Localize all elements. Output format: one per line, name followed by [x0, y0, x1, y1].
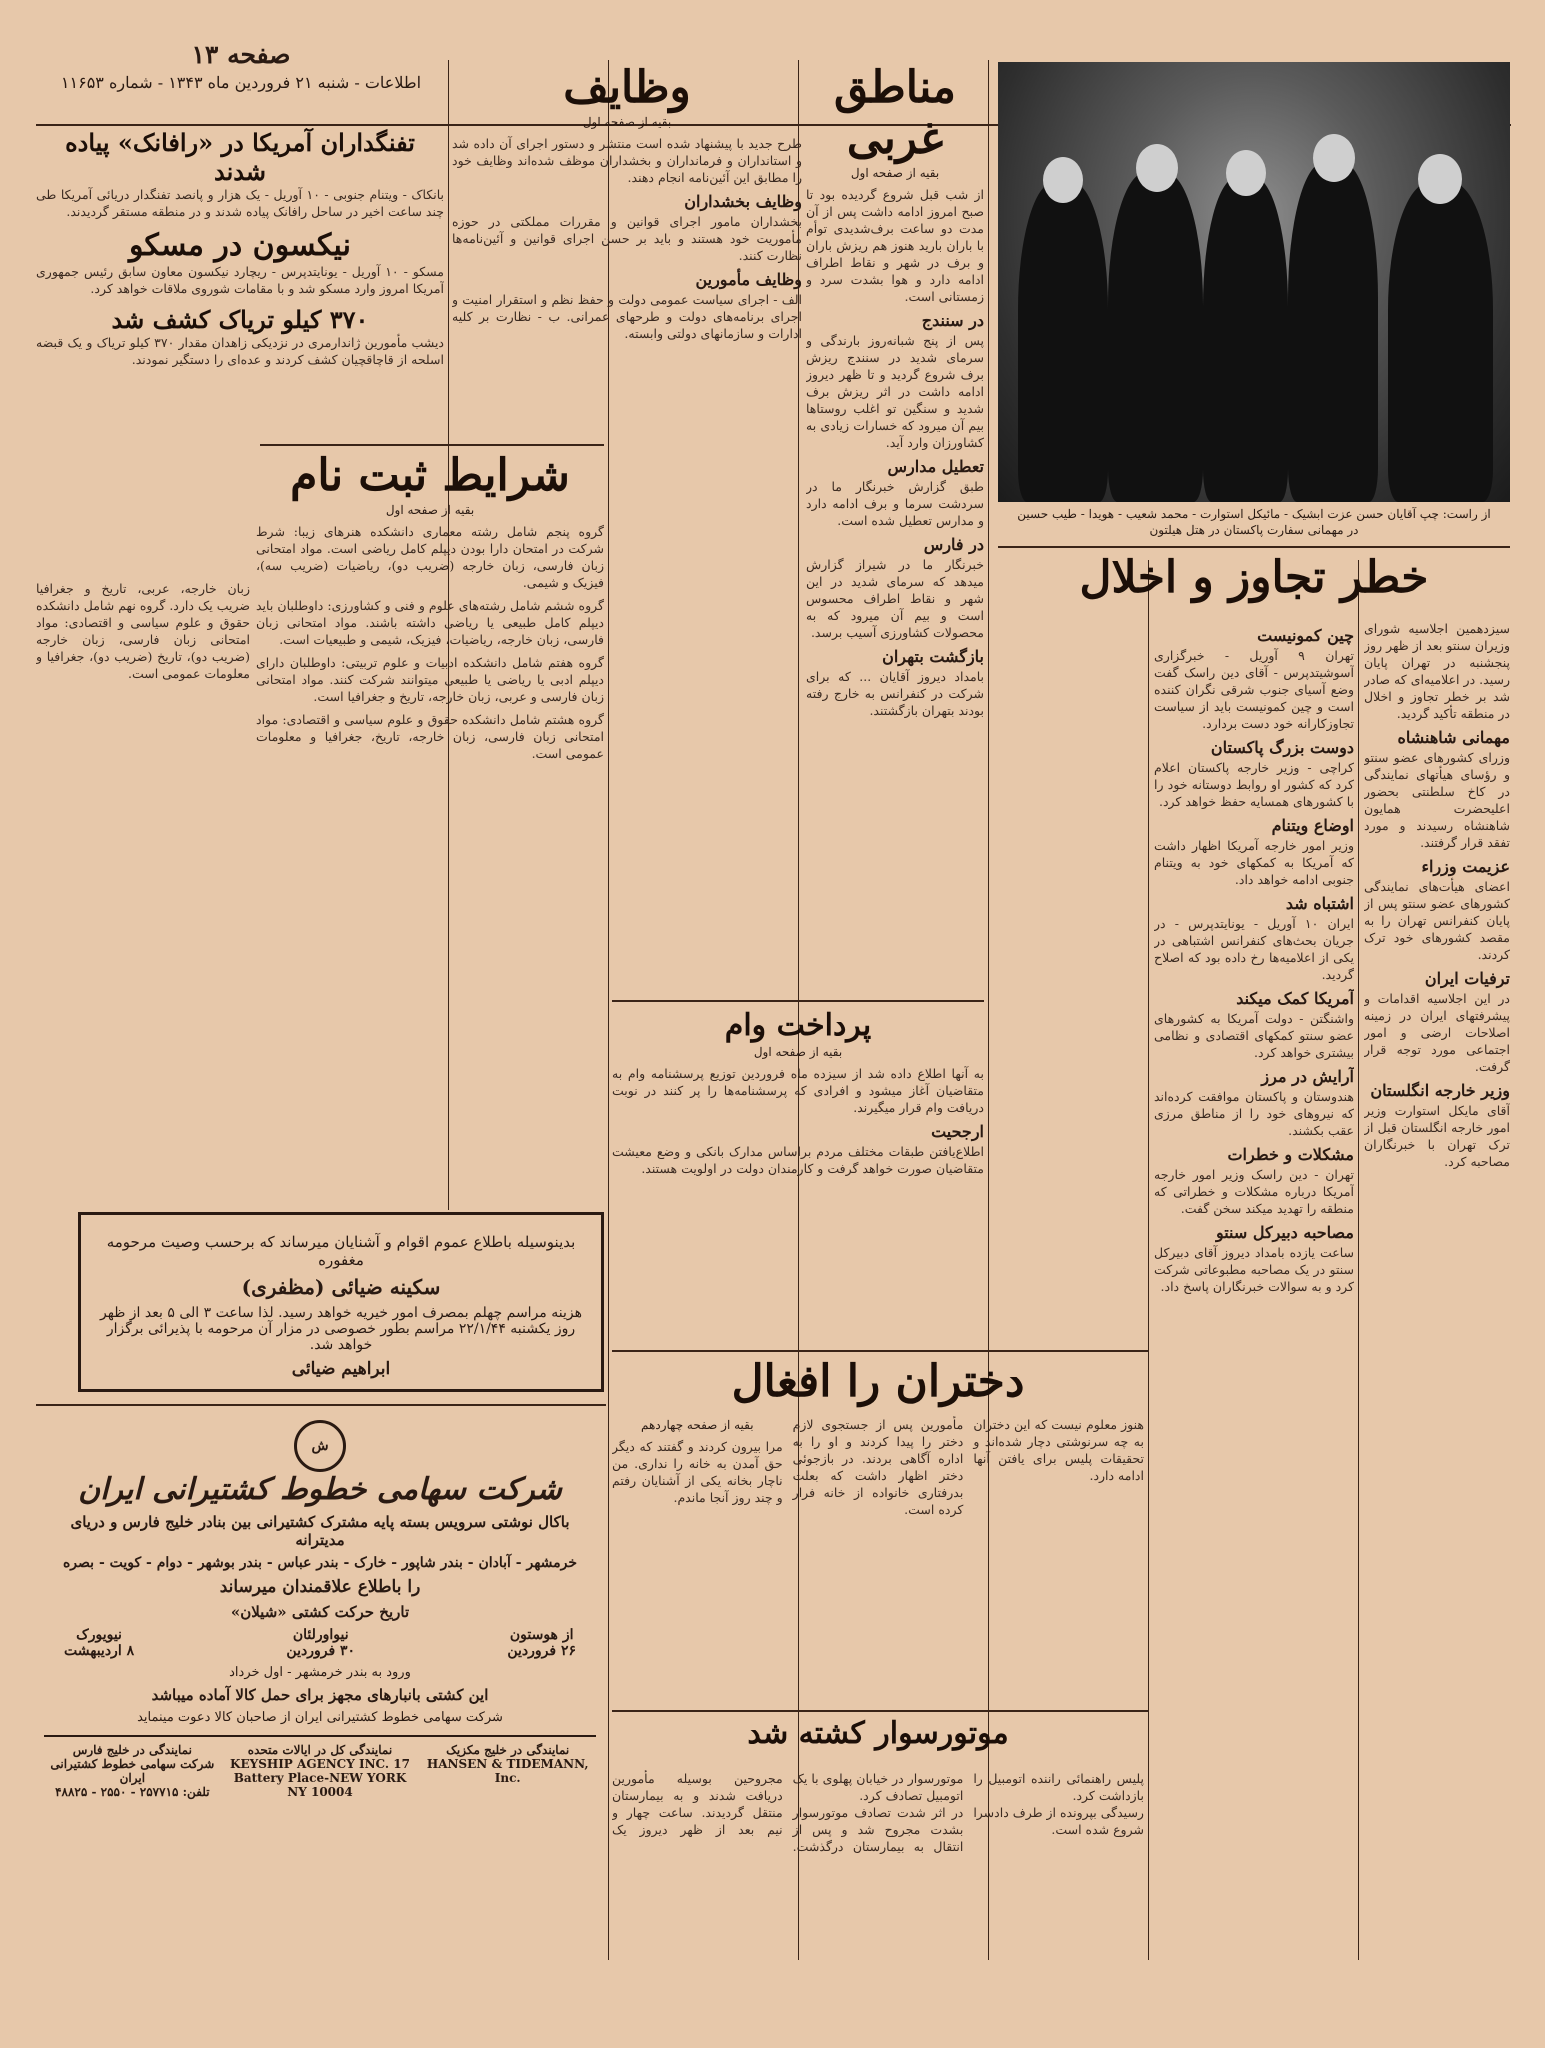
- article-body: خبرنگار ما در شیراز گزارش میدهد که سرمای شدید در این شهر و نقاط اطراف محسوس است و بیم آن میرود که به محصولات کشاورزی آسیب برسد.: [806, 557, 984, 640]
- notice-line: هزینه مراسم چهلم بمصرف امور خیریه خواهد رسید. لذا ساعت ۳ الی ۵ بعد از ظهر روز یکشنبه ۲۲/۱/۴۴ مراسم بطور خصوصی در مزار آن مرحومه با پذیرائی برگزار خواهد شد.: [100, 1305, 582, 1353]
- subhead: بازگشت بتهران: [882, 647, 984, 666]
- ad-agent: [419, 1743, 596, 1799]
- photo-caption-line: از راست: چپ آقایان حسن عزت ابشیک - مائیکل استوارت - محمد شعیب - هویدا - طیب حسین: [1017, 507, 1491, 521]
- article-body: بخشداران مامور اجرای قوانین و مقررات مملکتی در حوزه مأموریت خود هستند و باید بر حسن اجرای قوانین و آئین‌نامه‌ها نظارت کنند.: [452, 214, 802, 263]
- article-body: گروه هشتم شامل دانشکده حقوق و علوم سیاسی و اقتصادی: مواد امتحانی زبان فارسی، زبان خارجه، تاریخ، جغرافیا و معلومات عمومی است.: [256, 712, 604, 761]
- article-body: واشنگتن - دولت آمریکا به کشورهای عضو سنتو کمکهای اقتصادی و نظامی بیشتری خواهد کرد.: [1154, 1011, 1354, 1060]
- agent-name: KEYSHIP AGENCY INC. 17 Battery Place-NEW YORK NY 10004: [230, 1757, 410, 1799]
- section-rule: [612, 1350, 1148, 1352]
- subhead: اوضاع ویتنام: [1271, 816, 1354, 835]
- loan-article: [612, 1008, 984, 1348]
- article-body: بامداد دیروز آقایان ... که برای شرکت در کنفرانس به خارج رفته بودند بتهران بازگشتند.: [806, 669, 984, 718]
- exam-headline: شرایط ثبت نام: [290, 450, 570, 501]
- page-number: صفحه ۱۳: [191, 40, 291, 69]
- photo-figure: [1043, 157, 1083, 203]
- ad-arrival: ورود به بندر خرمشهر - اول خرداد: [229, 1665, 411, 1680]
- subhead: وزیر خارجه انگلستان: [1370, 1081, 1510, 1100]
- subhead: در سنندج: [921, 311, 984, 330]
- article-body: آقای مایکل استوارت وزیر امور خارجه انگلستان قبل از ترک تهران با خبرنگاران مصاحبه کرد.: [1364, 1103, 1510, 1169]
- ad-line: شرکت سهامی خطوط کشتیرانی ایران از صاحبان کالا دعوت مینماید: [137, 1710, 503, 1725]
- ad-ports: خرمشهر - آبادان - بندر شاپور - خارک - بندر عباس - بندر بوشهر - دوام - کویت - بصره: [62, 1555, 578, 1571]
- subhead: وظایف بخشداران: [684, 192, 802, 211]
- article-body: اطلاع‌یافتن طبقات مختلف مردم براساس مدارک بانکی و وضع معیشت متقاضیان صورت خواهد گرفت و کارمندان دولت در اولویت هستند.: [612, 1144, 984, 1176]
- subhead: اشتباه شد: [1285, 894, 1354, 913]
- section-rule: [612, 1000, 984, 1002]
- page-header: [36, 40, 446, 122]
- ad-date: ۲۶ فروردین: [507, 1643, 576, 1659]
- aggression-headline: خطر تجاوز و اخلال: [1079, 552, 1429, 603]
- loan-headline: پرداخت وام: [724, 1008, 872, 1043]
- article-body: در این اجلاسیه اقدامات و پیشرفتهای ایران در زمینه اصلاحات ارضی و امور اجتماعی مورد توجه قرار گرفت.: [1364, 991, 1510, 1074]
- section-rule: [36, 1404, 606, 1406]
- article-body: هنوز معلوم نیست که این دختران به چه سرنوشتی دچار شده‌اند و تحقیقات پلیس برای یافتن آنها ادامه دارد.: [973, 1417, 1144, 1483]
- subhead: آرایش در مرز: [1261, 1067, 1354, 1086]
- article-body: دیشب مأمورین ژاندارمری در نزدیکی زاهدان مقدار ۳۷۰ کیلو تریاک و یک قبضه اسلحه از قاچاقچیان کشف کردند و عده‌ای را دستگیر نمودند.: [36, 335, 444, 367]
- subhead: مصاحبه دبیرکل سنتو: [1215, 1223, 1354, 1242]
- article-body: طرح جدید با پیشنهاد شده است منتشر و دستور اجرای آن داده شد و استانداران و فرمانداران و بخشداران موظف شده‌اند وظایف خود را مطابق این آئین‌نامه انجام دهند.: [452, 136, 802, 185]
- continued-label: بقیه از صفحه چهاردهم: [641, 1418, 754, 1432]
- afghan-article: [612, 1416, 1144, 1706]
- ad-schedule-item: [64, 1627, 134, 1659]
- issue-meta: اطلاعات - شنبه ۲۱ فروردین ماه ۱۳۴۳ - شماره ۱۱۶۵۳: [60, 73, 422, 92]
- photo-caption-line: در مهمانی سفارت پاکستان در هتل هیلتون: [1149, 523, 1359, 537]
- section-rule: [612, 1710, 1148, 1712]
- photo-figure: [1018, 182, 1108, 502]
- article-body: سیزدهمین اجلاسیه شورای وزیران سنتو بعد از ظهر روز پنجشنبه در تهران پایان رسید. در اعلامیه‌ای که صادر شد بر خطر تجاوز و اخلال در منطقه تأکید گردید.: [1364, 621, 1510, 721]
- ad-line: این کشتی بانبارهای مجهز برای حمل کالا آماده میباشد: [151, 1686, 489, 1704]
- article-body: گروه پنجم شامل رشته معماری دانشکده هنرهای زیبا: شرط شرکت در امتحان دارا بودن دیپلم کامل ریاضی است. مواد امتحانی زبان فارسی، زبان خارجه (ضریب دو)، ریاضیات (ضریب سه)، فیزیک و شیمی.: [256, 524, 604, 590]
- aggression-headline-wrap: [998, 552, 1510, 612]
- article-body: هندوستان و پاکستان موافقت کرده‌اند که نیروهای خود را از مناطق مرزی عقب بکشند.: [1154, 1089, 1354, 1138]
- anchor-logo-icon: ش: [294, 1420, 346, 1472]
- article-body: وزرای کشورهای عضو سنتو و رؤسای هیأتهای نمایندگی در کاخ سلطنتی بحضور اعلیحضرت همایون شاهنشاه رسیدند و مورد تفقد قرار گرفتند.: [1364, 750, 1510, 850]
- continued-label: بقیه از صفحه اول: [385, 503, 475, 517]
- notice-name: سکینه ضیائی (مظفری): [241, 1275, 441, 1299]
- ad-date: ۳۰ فروردین: [286, 1643, 356, 1659]
- far-left-exam: [36, 580, 250, 1200]
- continued-label: بقیه از صفحه اول: [582, 115, 672, 129]
- ad-city: نیویورک: [76, 1627, 122, 1643]
- nixon-headline: نیکسون در مسکو: [129, 228, 351, 263]
- subhead: مهمانی شاهنشاه: [1397, 728, 1510, 747]
- obituary-notice: [78, 1212, 604, 1392]
- article-body: از شب قبل شروع گردیده بود تا صبح امروز ادامه داشت پس از آن مدت دو ساعت برف‌شدیدی توأم با باران بارید هنوز هم ریزش باران و برف در شهر و نقاط اطراف ادامه دارد و هوا بشدت سرد و زمستانی است.: [806, 187, 984, 304]
- conference-article: [1154, 620, 1354, 1960]
- ad-agent: [226, 1743, 414, 1799]
- subhead: آمریکا کمک میکند: [1236, 989, 1354, 1008]
- column-rule: [1148, 560, 1149, 1960]
- subhead: در فارس: [923, 535, 984, 554]
- photo-figure: [1288, 162, 1378, 502]
- article-body: الف - اجرای سیاست عمومی دولت و حفظ نظم و استقرار امنیت و اجرای برنامه‌های دولت و طرحهای عمرانی. ب - نظارت بر کلیه ادارات و سازمانهای دولتی وابسته.: [452, 292, 802, 341]
- moto-headline-wrap: [612, 1716, 1144, 1772]
- article-body: تهران - دین راسک وزیر امور خارجه آمریکا درباره مشکلات و خطراتی که منطقه را تهدید میکند سخن گفت.: [1154, 1167, 1354, 1216]
- photo-caption: [998, 506, 1510, 542]
- moto-headline: موتورسوار کشته شد: [747, 1716, 1009, 1751]
- afghan-headline-wrap: [612, 1356, 1144, 1412]
- ad-line: باکال نوشتی سرویس بسته پایه مشترک کشتیرانی بین بنادر خلیج فارس و دریای مدیترانه: [70, 1513, 570, 1549]
- ad-city: از هوستون: [509, 1627, 574, 1643]
- article-body: زبان خارجه، عربی، تاریخ و جغرافیا ضریب یک دارد. گروه نهم شامل دانشکده حقوق و علوم سیاسی و اقتصادی: مواد امتحانی زبان فارسی، زبان خارجه (ضریب دو)، تاریخ (ضریب دو)، جغرافیا و معلومات عمومی است.: [36, 581, 250, 681]
- notice-line: بدینوسیله باطلاع عموم اقوام و آشنایان میرساند که برحسب وصیت مرحومه مغفوره: [106, 1233, 576, 1269]
- article-body: گروه ششم شامل رشته‌های علوم و فنی و کشاورزی: داوطلبان باید دیپلم کامل طبیعی یا ریاضی داشته باشند. مواد امتحانی زبان فارسی، زبان خارجه، ریاضیات، فیزیک، شیمی و طبیعیات است.: [256, 598, 604, 647]
- article-body: مأمورین پس از جستجوی لازم دختر را پیدا کردند و او را به اداره آگاهی بردند. در بازجوئی دختر اظهار داشت که بعلت بدرفتاری خانواده از خانه فرار کرده است.: [792, 1417, 964, 1517]
- afghan-headline: دختران را افغال: [731, 1356, 1025, 1407]
- agent-title: نمایندگی در خلیج فارس: [72, 1743, 192, 1757]
- column-rule: [1358, 560, 1359, 1960]
- ad-schedule: [64, 1627, 576, 1659]
- subhead: چین کمونیست: [1257, 626, 1354, 645]
- news-photo: [998, 62, 1510, 502]
- photo-figure: [1226, 150, 1266, 196]
- article-body: اعضای هیأت‌های نمایندگی کشورهای عضو سنتو پس از پایان کنفرانس تهران را به مقصد کشورهای خود ترک کردند.: [1364, 879, 1510, 962]
- section-rule: [998, 546, 1510, 548]
- subhead: ارجحیت: [931, 1122, 984, 1141]
- article-body: وزیر امور خارجه آمریکا اظهار داشت که آمریکا به کمکهای خود به ویتنام جنوبی ادامه خواهد داد.: [1154, 838, 1354, 887]
- ad-schedule-item: [507, 1627, 576, 1659]
- agent-phone: تلفن: ۲۵۷۷۱۵ - ۲۵۵۰ - ۴۸۸۲۵: [55, 1785, 210, 1799]
- ad-title: شرکت سهامی خطوط کشتیرانی ایران: [78, 1472, 562, 1507]
- subhead: وظایف مأمورین: [695, 270, 802, 289]
- agent-name: شرکت سهامی خطوط کشتیرانی ایران: [50, 1757, 215, 1785]
- opium-headline: ۳۷۰ کیلو تریاک کشف شد: [111, 305, 369, 334]
- article-body: ساعت یازده بامداد دیروز آقای دبیرکل سنتو در یک مصاحبه مطبوعاتی شرکت کرد و به سوالات خبرنگاران پاسخ داد.: [1154, 1245, 1354, 1294]
- marines-headline: تفنگداران آمریکا در «رافانک» پیاده شدند: [65, 128, 415, 186]
- continued-label: بقیه از صفحه اول: [850, 166, 940, 180]
- photo-figure: [1313, 134, 1355, 182]
- article-body: رسیدگی بپرونده از طرف دادسرا شروع شده است.: [973, 1805, 1144, 1837]
- continued-label: بقیه از صفحه اول: [753, 1045, 843, 1059]
- ad-agents: [44, 1735, 596, 1799]
- west-regions-headline: مناطق غربی: [834, 62, 956, 164]
- subhead: تعطیل مدارس: [887, 457, 984, 476]
- article-body: مجروحین بوسیله مأمورین دریافت شدند و به بیمارستان منتقل گردیدند. ساعت چهار و نیم بعد از ظهر دیروز یک موتورسوار در خیابان پهلوی با یک اتومبیل تصادف کرد.: [612, 1771, 964, 1837]
- article-body: ایران ۱۰ آوریل - یونایتدپرس - در جریان بحث‌های کنفرانس اشتباهی در یکی از اعلامیه‌ها رخ داده بود که اصلاح گردید.: [1154, 916, 1354, 982]
- article-body: مسکو - ۱۰ آوریل - یونایتدپرس - ریچارد نیکسون معاون سابق رئیس جمهوری آمریکا امروز وارد مسکو شد و با مقامات شوروی ملاقات خواهد کرد.: [36, 264, 444, 296]
- notice-signature: ابراهیم ضیائی: [291, 1359, 391, 1379]
- article-body: تهران ۹ آوریل - خبرگزاری آسوشیتدپرس - آقای دین راسک گفت وضع آسیای جنوب شرقی نگران کننده است و چین کمونیست باید از سیاست تجاوزکارانه خود دست بردارد.: [1154, 648, 1354, 731]
- ad-schedule-label: تاریخ حرکت کشتی «شیلان»: [230, 1603, 410, 1621]
- photo-figure: [1108, 172, 1203, 502]
- subhead: ترفیات ایران: [1424, 969, 1510, 988]
- photo-figure: [1203, 177, 1288, 502]
- ad-date: ۸ اردیبهشت: [64, 1643, 135, 1659]
- article-body: در اثر شدت تصادف موتورسوار بشدت مجروح شد و پس از انتقال به بیمارستان درگذشت. پلیس راهنمائی راننده اتومبیل را بازداشت کرد.: [792, 1771, 1144, 1854]
- ad-line: را باطلاع علاقمندان میرساند: [219, 1577, 421, 1597]
- subhead: دوست بزرگ پاکستان: [1210, 738, 1354, 757]
- ad-schedule-item: [286, 1627, 355, 1659]
- agent-title: نمایندگی در خلیج مکزیک: [446, 1743, 570, 1757]
- article-body: مرا بیرون کردند و گفتند که دیگر حق آمدن به خانه را نداری. من ناچار بخانه یکی از آشنایان رفتم و چند روز آنجا ماندم.: [612, 1439, 783, 1505]
- subhead: مشکلات و خطرات: [1227, 1145, 1354, 1164]
- subhead: عزیمت وزراء: [1421, 857, 1510, 876]
- photo-figure: [1388, 182, 1493, 502]
- ad-agent: [44, 1743, 221, 1799]
- agent-title: نمایندگی کل در ایالات متحده: [247, 1743, 393, 1757]
- far-left-news: [36, 128, 444, 578]
- photo-figure: [1136, 144, 1178, 192]
- article-body: به آنها اطلاع داده شد از سیزده ماه فروردین توزیع پرسشنامه وام به متقاضیان آغاز میشود و افرادی که پرسشنامه‌ها را پر کنند در نوبت دریافت وام قرار میگیرند.: [612, 1066, 984, 1115]
- article-body: کراچی - وزیر خارجه پاکستان اعلام کرد که کشور او روابط دوستانه خود را با کشورهای همسایه حفظ خواهد کرد.: [1154, 760, 1354, 809]
- article-body: طبق گزارش خبرنگار ما در سردشت سرما و برف ادامه دارد و مدارس تعطیل شده است.: [806, 479, 984, 528]
- ad-city: نیواورلئان: [292, 1627, 349, 1643]
- photo-figure: [1418, 154, 1462, 204]
- moto-article: [612, 1770, 1144, 1960]
- article-body: گروه هفتم شامل دانشکده ادبیات و علوم تربیتی: داوطلبان دارای دیپلم ادبی یا ریاضی یا طبیعی میتوانند شرکت کنند. مواد امتحانی زبان فارسی و عربی، زبان خارجه، تاریخ و جغرافیا است.: [256, 655, 604, 704]
- jobs-headline: وظایف: [563, 62, 691, 113]
- shipping-ad: [36, 1412, 604, 1952]
- article-body: بانکاک - ویتنام جنوبی - ۱۰ آوریل - یک هزار و پانصد تفنگدار دریائی آمریکا طی چند ساعت اخیر در ساحل رافانک پیاده شدند و در منطقه مستقر گردیدند.: [36, 187, 444, 219]
- agent-name: HANSEN & TIDEMANN, Inc.: [426, 1757, 589, 1785]
- article-body: پس از پنج شبانه‌روز بارندگی و سرمای شدید در سنندج ریزش برف شروع گردید و تا ظهر دیروز ادامه داشت در اثر ریزش برف شدید و سنگین تو اغلب روستاها بیم آن میرود که خسارات زیادی به کشاورزان وارد آید.: [806, 333, 984, 450]
- aggression-article: [1364, 620, 1510, 1960]
